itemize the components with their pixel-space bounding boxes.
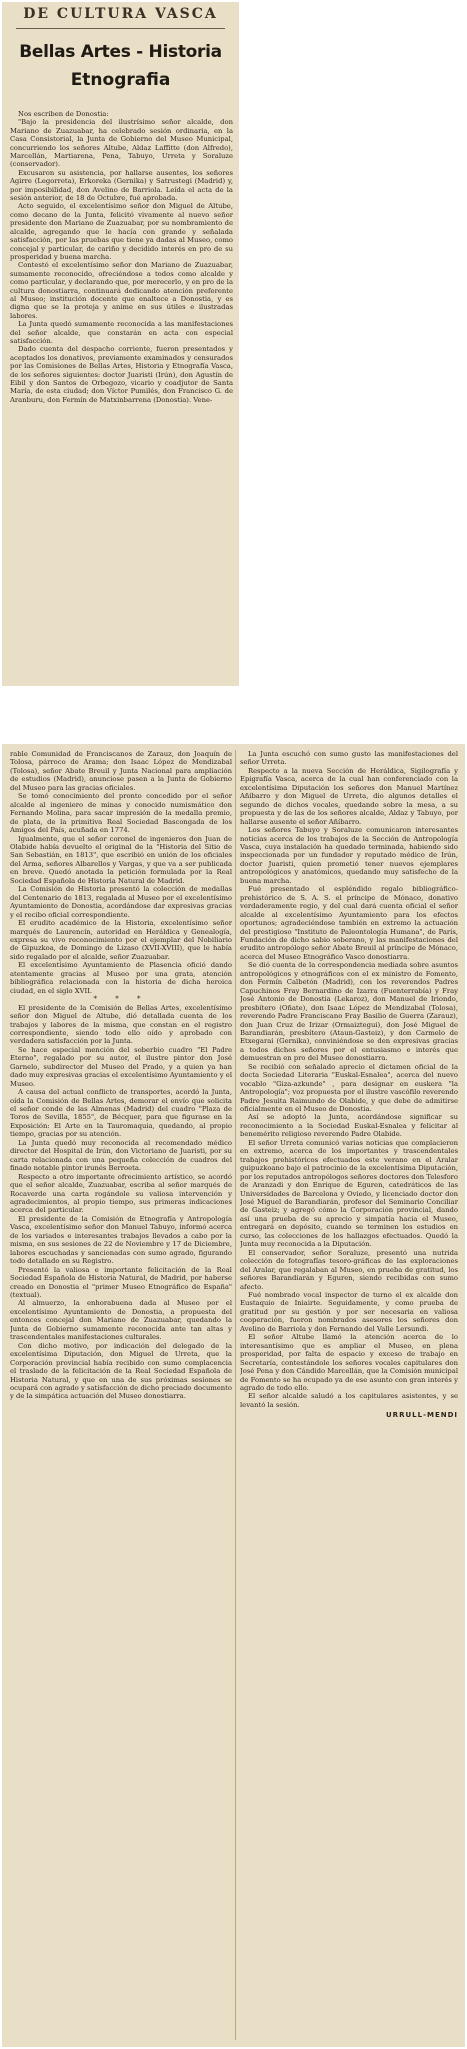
article-title-line1: Bellas Artes - Historia: [19, 42, 222, 62]
paragraph: Los señores Tabuyo y Soraluze comunicaron interesantes noticias acerca de los trabajos de la Sección de Antropología Vasca, cuya instalación ha quedado terminada, habiendo sido inspeccionada por un fundador y reputado médico de Irún, doctor Juaristi, quien prometió tener nuevos ejemplares antropológicos y anatómicos, quedando muy satisfecho de la buena marcha.: [240, 826, 458, 885]
paragraph: La Junta escuchó con sumo gusto las manifestaciones del señor Urreta.: [240, 750, 458, 767]
section-header: DE CULTURA VASCA: [23, 6, 218, 22]
article-title-line2: Etnografia: [70, 70, 171, 90]
section-separator: * * *: [93, 995, 149, 1004]
paragraph: Presentó la valiosa e importante felicitación de la Real Sociedad Española de Historia Natural, de Madrid, por haberse creado en Donostia el "primer Museo Etnográfico de España" (textual).: [10, 1265, 232, 1299]
paragraph: rable Comunidad de Franciscanos de Zarauz, don Joaquín de Tolosa, párroco de Arama; don Isaac López de Mendizabal (Tolosa), señor Abate Breuil y Junta Nacional para ampliación de estudios (Madrid), anunciose pasen a la Junta de Gobierno del Museo para las gracias oficiales.: [10, 750, 232, 792]
paragraph: La Junta quedó sumamente reconocida a las manifestaciones del señor alcalde, que constarán en acta con especial satisfacción.: [10, 320, 233, 345]
paragraph: Se hace especial mención del soberbio cuadro "El Padre Eterno", regalado por su autor, el ilustre pintor don José Garnelo, subdirector del Museo del Prado, y a quien ya han dado muy expresivas gracias el excelentísimo Ayuntamiento y el Museo.: [10, 1045, 232, 1088]
paragraph: Respecto a la nueva Sección de Heráldica, Sigilografía y Epigrafía Vasca, acerca de la cual han conferenciado con la excelentísima Diputación los señores don Manuel Martínez Añíbarro y don Miguel de Urreta, dio algunos detalles el segundo de dichos vocales, quedando sobre la mesa, a su propuesta y de las de los señores alcalde, Aldaz y Tabuyo, por hallarse ausente el señor Añíbarro.: [240, 766, 458, 826]
paragraph: El presidente de la Comisión de Bellas Artes, excelentísimo señor don Miguel de Altube, dió detallada cuenta de los trabajos y labores de la misma, que constan en el registro correspondiente, siendo todo ello oído y aprobado con verdadera satisfacción por la Junta.: [10, 1003, 232, 1046]
column-divider: [235, 750, 236, 2040]
paragraph: Igualmente, que el señor coronel de ingenieros don Juan de Olabide había devuelto el original de la "Historia del Sitio de San Sebastián, en 1813", que escribió en unión de los oficiales del Arma, señores Albarellos y Vargas, y que va a ser publicada en breve. Quedó anotada la petición formulada por la Real Sociedad Española de Historia Natural de Madrid.: [10, 834, 232, 885]
paragraph: Se tomó conocimiento del pronto concedido por el señor alcalde al ingeniero de minas y conocido numismático don Fernando Molina, para sacar impresión de la medalla premio, de plata, de la primitiva Real Sociedad Bascongada de los Amigos del País, acuñada en 1774.: [10, 792, 232, 835]
paragraph: "Bajo la presidencia del ilustrísimo señor alcalde, don Mariano de Zuazuabar, ha celebrado sesión ordinaria, en la Casa Consistorial, la Junta de Gobierno del Museo Municipal, concurriendo los señores Altube, Aldaz Laffitte (don Alfredo), Marcellán, Martiarena, Pena, Tabuyo, Urreta y Soraluze (conservador).: [10, 118, 233, 169]
header-rule: [16, 28, 225, 29]
author-signature: URRULL-MENDI: [386, 1411, 458, 1420]
article-column-left: [10, 750, 232, 2040]
paragraph: El señor Altube llamó la atención acerca de lo interesantísimo que es ampliar el Museo, en plena prosperidad, por falta de espacio y exceso de trabajo en Secretaría, contestándole los señores vocales capitulares don José Pena y don Cándido Marcellán, que la Comisión municipal de Fomento se ha ocupado ya de ese asunto con gran interés y agrado de todo ello.: [240, 1333, 458, 1392]
paragraph: El excelentísimo Ayuntamiento de Plasencia ofició dando atentamente gracias al Museo por una grata, atención bibliográfica relacionada con la historia de dicha heroica ciudad, en el siglo XVII.: [10, 961, 232, 995]
paragraph: La Junta quedó muy reconocida al recomendado médico director del Hospital de Irún, don Victoriano de Juaristi, por su carta relacionada con una pequeña colección de cuadros del finado notable pintor irunés Berroeta.: [10, 1138, 232, 1173]
paragraph: Contestó el excelentísimo señor don Mariano de Zuazuabar, sumamente reconocido, ofreciéndose a todos como alcalde y como particular, y declarando que, por merecerlo, y en pro de la cultura donostiarra, continuará dedicando atención preferente al Museo; institución docente que enaltece a Donostia, y es digna que se la proteja y anime en sus útiles e ilustradas labores.: [10, 261, 233, 320]
article-clipping-bottom: [2, 744, 465, 2047]
paragraph: El erudito académico de la Historia, excelentísimo señor marqués de Laurencín, autoridad en Heráldica y Genealogía, expresa su vivo reconocimiento por el ejemplar del Nobiliario de Gipuzkoa, de Domingo de Lizaso (XVII-XVIII), que le había sido regalado por el alcalde, señor Zuazuabar.: [10, 919, 232, 961]
paragraph: El presidente de la Comisión de Etnografía y Antropología Vasca, excelentísimo señor don Manuel Tabuyo, informó acerca de los variados e interesantes trabajos llevados a cabo por la misma, en sus sesiones de 22 de Noviembre y 17 de Diciembre, labores escuchadas y sancionadas con sumo agrado, figurando todo detallado en su Registro.: [10, 1214, 232, 1266]
paragraph: El señor alcalde saludó a los capitulares asistentes, y se levantó la sesión.: [240, 1392, 458, 1409]
paragraph: Al almuerzo, la enhorabuena dada al Museo por el excelentísimo Ayuntamiento de Donostia, a propuesta del entonces concejal don Mariano de Zuazuabar, quedando la Junta de Gobierno sumamente reconocida ante tan altas y trascendentales manifestaciones culturales.: [10, 1299, 232, 1342]
paragraph: Se dió cuenta de la correspondencia mediada sobre asuntos antropológicos y etnográficos con el ex ministro de Fomento, don Fermín Calbetón (Madrid), con los reverendos Padres Capuchinos Fray Bernardino de Izarra (Fuenterrabía) y Fray José Antonio de Donostia (Lekaroz), don Manuel de Iriondo, presbítero (Oñate), don Isaac López de Mendizabal (Tolosa), reverendo Padre Franciscano Fray Basilio de Guerra (Zarauz), don Juan Cruz de Irizar (Ormaiztegui), don José Miguel de Barandiarán, presbítero (Ataun-Gasteiz), y don Carmelo de Etxegarai (Gernika), conviniéndose se den expresivas gracias a todos dichos señores por el entusiasmo e interés que demuestran en pro del Museo donostiarra.: [240, 961, 458, 1063]
paragraph: El señor Urreta comunicó varias noticias que complacieron en extremo, acerca de los importantes y trascendentales trabajos prehistóricos efectuados este verano en el Aralar guipuzkoano bajo el patrocinio de la excelentísima Diputación, por los reputados antropólogos señores doctores don Telesforo de Aranzadi y don Enrique de Eguren, catedráticos de las Universidades de Barcelona y Oviedo, y licenciado doctor don José Miguel de Barandiarán, profesor del Seminario Conciliar de Gasteiz; y agregó cómo la Corporación provincial, dando así una prueba de su aprecio y simpatía hacia el Museo, entregará en depósito, cuando se terminen los estudios en curso, las colecciones de los hallazgos efectuados. Quedó la Junta muy reconocida a la Diputación.: [240, 1138, 458, 1249]
paragraph: A causa del actual conflicto de transportes, acordó la Junta, oída la Comisión de Bellas Artes, demorar el envío que solicita el señor conde de las Almenas (Madrid) del cuadro "Plaza de Toros de Sevilla, 1855", de Bécquer, para que figurase en la Exposición: El Arte en la Tauromaquia, quedando, al propio tiempo, gracias por su atención.: [10, 1088, 232, 1139]
paragraph: Nos escriben de Donostia:: [18, 110, 109, 118]
paragraph: Fué presentado el espléndido regalo bibliográfico-prehistórico de S. A. S. el príncipe de Mónaco, donativo verdaderamente regio, y del cual dará cuenta oficial el señor alcalde al excelentísimo Ayuntamiento para los efectos oportunos; agradeciéndose también en extremo la actuación del prestigioso "Instituto de Paleontología Humana", de París, Fundación de dicho sabio soberano, y las manifestaciones del erudito antropólogo señor Abate Breuil al príncipe de Mónaco, acerca del Museo Etnográfico Vasco donostiarra.: [240, 885, 458, 961]
paragraph: Se recibió con señalado aprecio el dictamen oficial de la docta Sociedad Literaria "Euskal-Esnalea", acerca del nuevo vocablo "Giza-azkunde" , para designar en euskera "la Antropología"; voz propuesta por el ilustre vascófilo reverendo Padre Jesuita Raimundo de Olabide, y que debe de admitirse oficialmente en el Museo de Donostia.: [240, 1062, 458, 1114]
paragraph: Excusaron su asistencia, por hallarse ausentes, los señores Agirre (Legorreta), Erkoreka (Gernika) y Satrustegi (Madrid) y, por imposibilidad, don Avelino de Barriola. Leída el acta de la sesión anterior, de 18 de Octubre, fué aprobada.: [10, 168, 233, 203]
paragraph: Así se adoptó la Junta, acordándose significar su reconocimiento a la Sociedad Euskal-Esnalea y felicitar al benemérito religioso reverendo Padre Olabide.: [240, 1113, 458, 1139]
paragraph: El conservador, señor Soraluze, presentó una nutrida colección de fotografías tesoro-gráficas de las exploraciones del Aralar, que regalaban al Museo, en prueba de gratitud, los señores Barandiarán y Eguren, siendo recibidas con sumo afecto.: [240, 1248, 458, 1291]
paragraph: Con dicho motivo, por indicación del delegado de la excelentísima Diputación, don Miguel de Urreta, que la Corporación provincial había recibido con sumo complacencia el traslado de la felicitación de la Real Sociedad Española de Historia Natural, y que en una de sus próximas sesiones se ocupará con agrado y satisfacción de dicho preciado documento y de la simpática actuación del Museo donostiarra.: [10, 1341, 232, 1401]
article-column-right: [240, 750, 458, 2040]
paragraph: Dado cuenta del despacho corriente, fueron presentados y aceptados los donativos, previamente examinados y censurados por las Comisiones de Bellas Artes, Historia y Etnografía Vasca, de los señores siguientes: doctor Juaristi (Irún), don Agustín de Eibil y don Santos de Orbegozo, vicario y coadjutor de Santa María, de esta ciudad; don Víctor Pumilés, don Francisco G. de Aranburu, don Fermín de Matxinbarrena (Donostia). Vene-: [10, 345, 233, 404]
paragraph: La Comisión de Historia presentó la colección de medallas del Centenario de 1813, regalada al Museo por el excelentísimo Ayuntamiento de Donostia, acordándose dar expresivas gracias y el recibo oficial correspondiente.: [10, 885, 232, 919]
paragraph: Fué nombrado vocal inspector de turno el ex alcalde don Eustaquio de Iniairte. Seguidamente, y como prueba de gratitud por su gestión y por ser necesaria en valiosa cooperación, fueron nombrados asesores los señores don Avelino de Barriola y don Fernando del Valle Lersundi.: [240, 1291, 458, 1333]
paragraph: Respecto a otro importante ofrecimiento artístico, se acordó que el señor alcalde, Zuazuabar, escriba al señor marqués de Rocaverde una carta rogándole su valiosa intervención y agradecimientos, al propio tiempo, sus primeras indicaciones acerca del particular.: [10, 1172, 232, 1215]
paragraph: Acto seguido, el excelentísimo señor don Miguel de Altube, como decano de la Junta, felicitó vivamente al nuevo señor presidente don Mariano de Zuazuabar, por su nombramiento de alcalde, agregando que le hacía con grande y señalada satisfacción, por las pruebas que tiene ya dadas al Museo, como concejal y particular, de cariño y decidido interés en pro de su prosperidad y buena marcha.: [10, 202, 233, 261]
article-clipping-top: [2, 2, 239, 686]
article-body-top: [10, 110, 233, 682]
article-title: [8, 41, 233, 91]
